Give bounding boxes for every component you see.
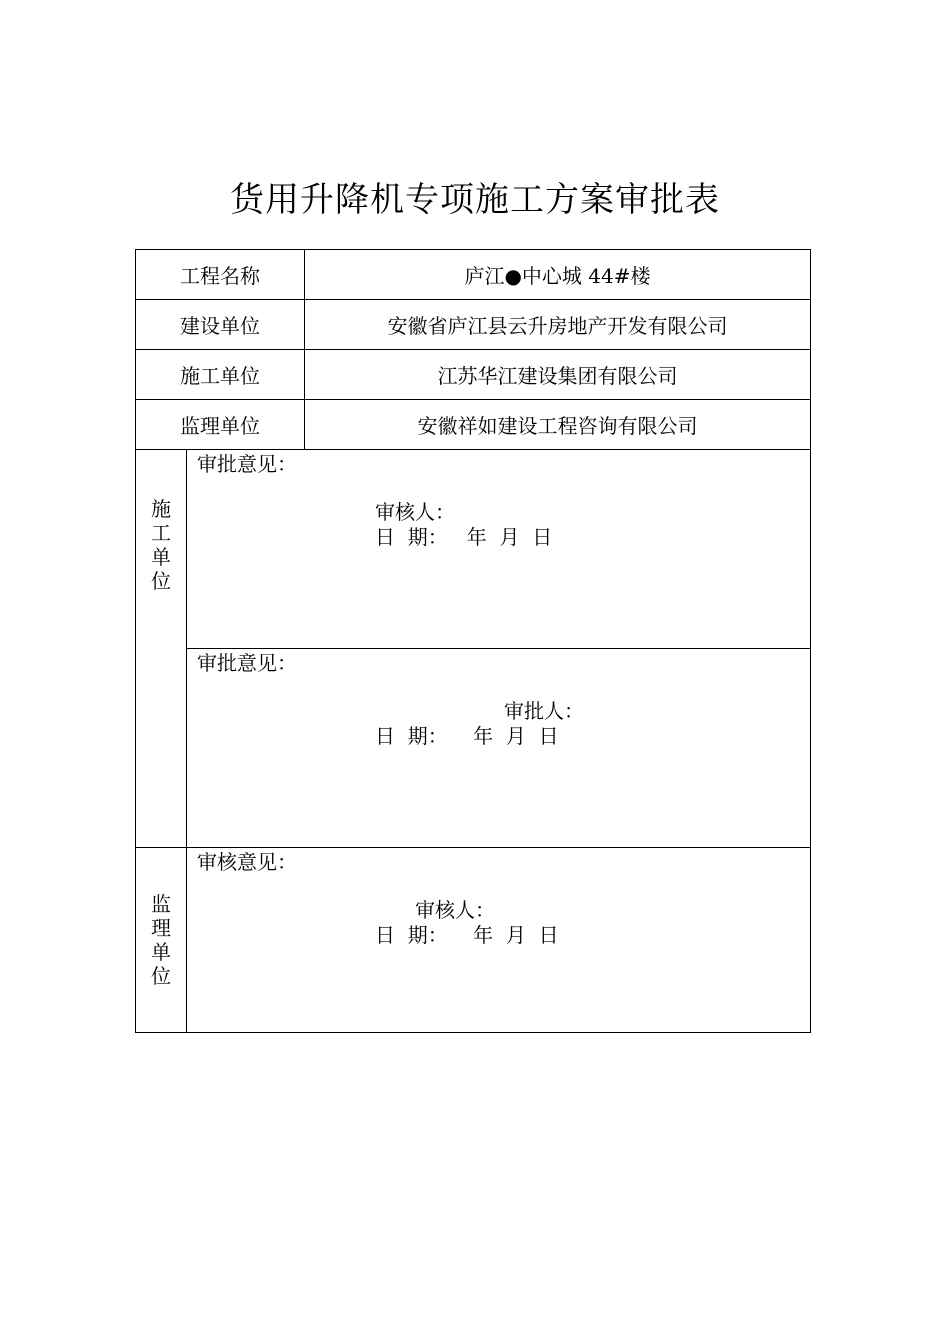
supervisor-reviewer-label: 审核人： [415,898,495,922]
project-name-value: 庐江●中心城 44#楼 [305,250,811,300]
supervisor-date-label: 日 期： 年 月 日 [375,923,559,947]
developer-label: 建设单位 [136,300,305,350]
supervisor-opinion-label: 审核意见： [197,850,297,874]
developer-value: 安徽省庐江县云升房地产开发有限公司 [305,300,811,350]
contractor-review-cell [187,450,811,649]
table-row [136,350,811,400]
page-title: 货用升降机专项施工方案审批表 [230,180,720,220]
contractor-side-label: 施工单位 [151,497,171,593]
approver-label: 审批人： [504,699,584,723]
reviewer-label: 审核人： [375,500,455,524]
contractor-side-cell [136,450,187,848]
contractor-value: 江苏华江建设集团有限公司 [305,350,811,400]
approval-form-table [135,249,811,1033]
table-row [136,649,811,848]
table-row [136,250,811,300]
supervisor-side-cell [136,848,187,1033]
approve-date-label: 日 期： 年 月 日 [375,724,559,748]
review-opinion-label: 审批意见： [197,452,297,476]
contractor-label: 施工单位 [136,350,305,400]
supervisor-value: 安徽祥如建设工程咨询有限公司 [305,400,811,450]
table-row [136,848,811,1033]
supervisor-label: 监理单位 [136,400,305,450]
table-row [136,300,811,350]
project-name-label: 工程名称 [136,250,305,300]
table-row [136,400,811,450]
table-row [136,450,811,649]
supervisor-side-label: 监理单位 [151,892,171,988]
approve-opinion-label: 审批意见： [197,651,297,675]
review-date-label: 日 期： 年 月 日 [375,525,553,549]
contractor-approve-cell [187,649,811,848]
supervisor-review-cell [187,848,811,1033]
